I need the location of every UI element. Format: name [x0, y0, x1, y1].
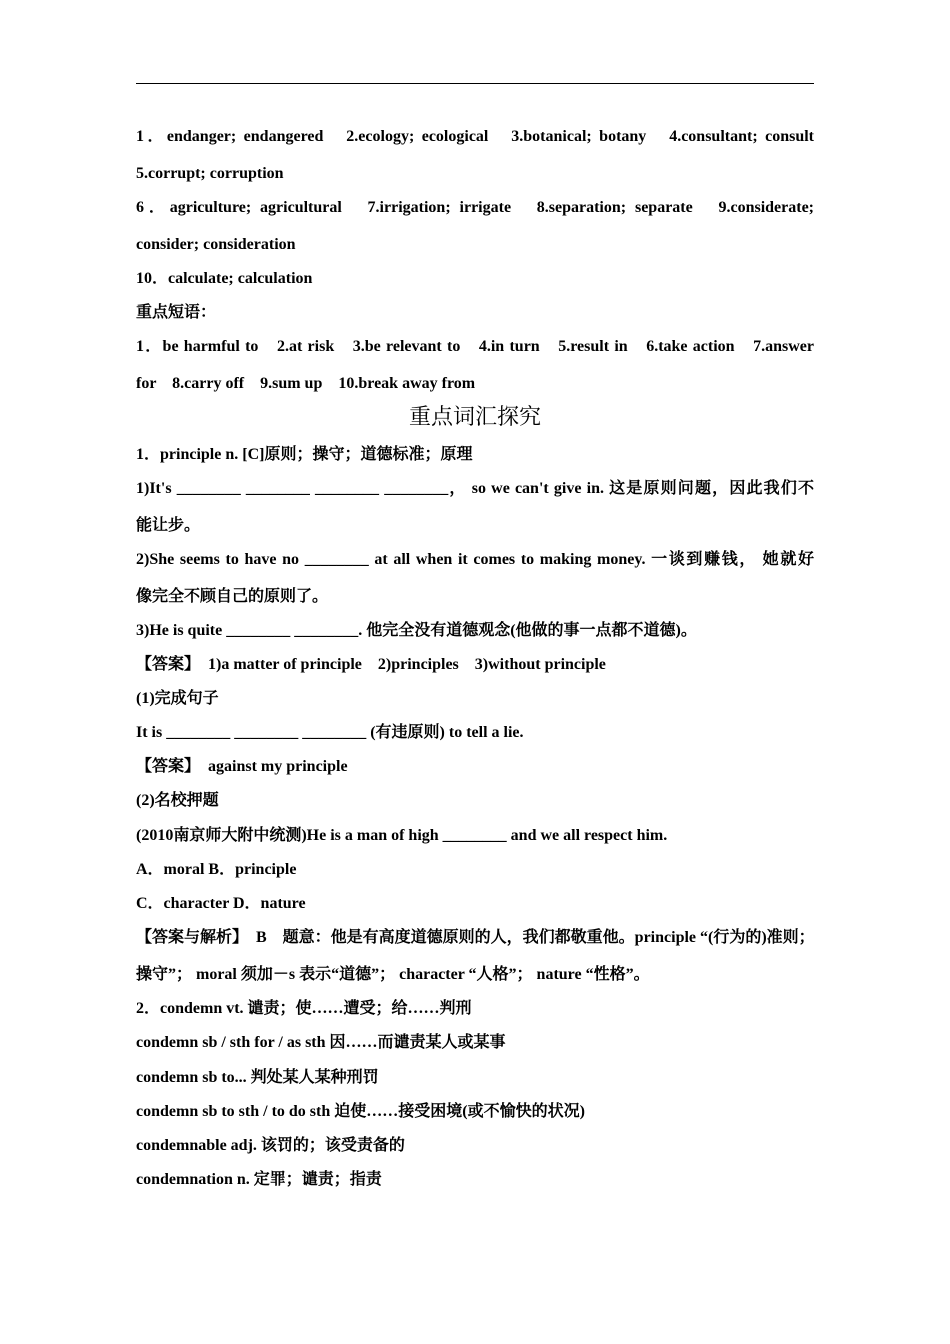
item1-subheading1: (1)完成句子 [136, 690, 219, 707]
vocab-line-3: 6．agriculture; agricultural 7.irrigation; irrigate 8.separation; separate 9.considerate; [136, 199, 814, 216]
item1-question: (2010南京师大附中统测)He is a man of high ________ and we all respect him. [136, 827, 668, 844]
phrases-heading: 重点短语： [136, 304, 217, 321]
item1-explanation-2: 操守”； moral 须加－s 表示“道德”； character “人格”； nature “性格”。 [136, 966, 650, 983]
item1-options-cd: C．character D．nature [136, 895, 306, 912]
item1-sentence1a: 1)It's ________ ________ ________ ________， so we can't give in. 这是原则问题，因此我们不 [136, 480, 814, 497]
section-title: 重点词汇探究 [408, 404, 541, 429]
vocab-line-5: 10．calculate; calculation [136, 270, 313, 287]
phrases-line-2: for 8.carry off 9.sum up 10.break away from [136, 375, 476, 392]
vocab-line-1: 1．endanger; endangered 2.ecology; ecological 3.botanical; botany 4.consultant; consult [136, 128, 815, 145]
header-rule [136, 83, 814, 84]
item2-usage-3: condemn sb to sth / to do sth 迫使……接受困境(或不愉快的状况) [136, 1103, 585, 1120]
item2-usage-2: condemn sb to... 判处某人某种刑罚 [136, 1069, 379, 1086]
item1-answer2: 【答案】 against my principle [136, 758, 348, 775]
vocab-line-2: 5.corrupt; corruption [136, 165, 284, 182]
item1-sentence2a: 2)She seems to have no ________ at all when it comes to making money. 一谈到赚钱， 她就好 [136, 551, 814, 568]
phrases-line-1: 1．be harmful to 2.at risk 3.be relevant to 4.in turn 5.result in 6.take action 7.answer [136, 338, 814, 355]
item1-heading: 1．principle n. [C]原则；操守；道德标准；原理 [136, 446, 473, 463]
item2-usage-5: condemnation n. 定罪；谴责；指责 [136, 1171, 382, 1188]
item2-usage-4: condemnable adj. 该罚的；该受责备的 [136, 1137, 405, 1154]
item1-answer1: 【答案】 1)a matter of principle 2)principles 3)without principle [136, 656, 606, 673]
vocab-line-4: consider; consideration [136, 236, 296, 253]
item2-heading: 2．condemn vt. 谴责；使……遭受；给……判刑 [136, 1000, 472, 1017]
item1-sentence3: 3)He is quite ________ ________. 他完全没有道德观念(他做的事一点都不道德)。 [136, 622, 697, 639]
item1-sentence1b: 能让步。 [136, 517, 201, 534]
item1-sentence2b: 像完全不顾自己的原则了。 [136, 588, 329, 605]
item1-options-ab: A．moral B．principle [136, 861, 297, 878]
item1-fill-sentence: It is ________ ________ ________ (有违原则) to tell a lie. [136, 724, 524, 741]
item1-subheading2: (2)名校押题 [136, 792, 219, 809]
item1-explanation-1: 【答案与解析】 B 题意：他是有高度道德原则的人，我们都敬重他。principle “(行为的)准则； [136, 929, 815, 946]
item2-usage-1: condemn sb / sth for / as sth 因……而谴责某人或某事 [136, 1034, 506, 1051]
